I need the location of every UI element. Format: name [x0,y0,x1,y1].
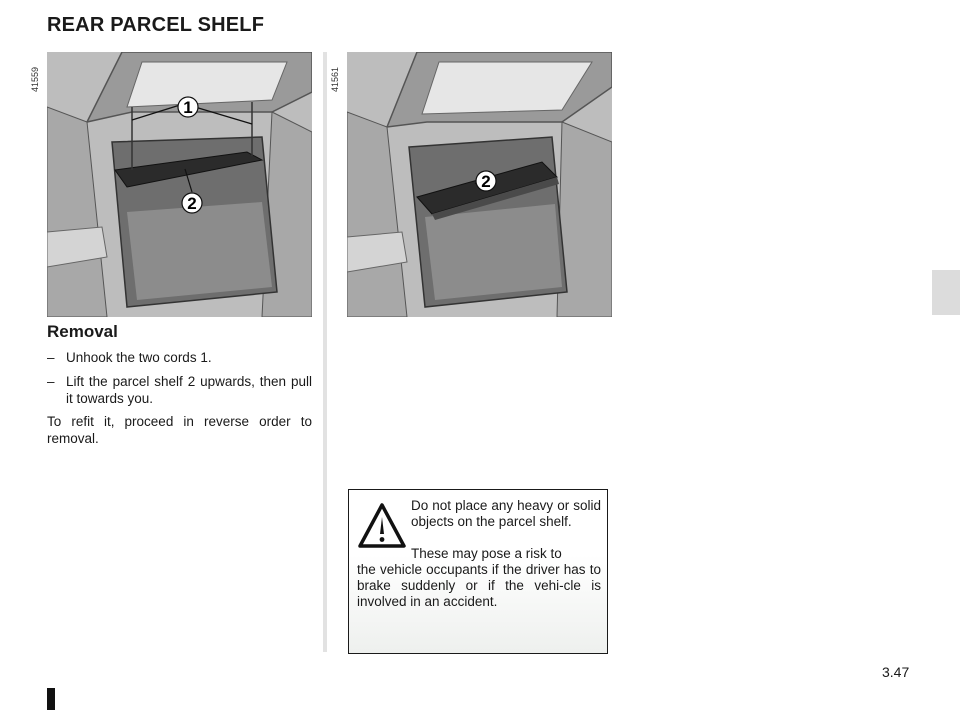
refit-paragraph: To refit it, proceed in reverse order to removal. [47,414,312,446]
callout-label: 2 [187,194,197,213]
figure-reference: 41559 [30,66,40,92]
instruction-step [47,373,312,407]
instruction-step [47,349,312,366]
figure-reference: 41561 [330,66,340,92]
step-text: Unhook the two cords 1. [66,350,212,365]
figure-parcel-shelf-lifted [347,52,612,317]
figure-parcel-shelf-fitted [47,52,312,317]
car-boot-illustration [347,52,612,317]
list-dash: – [47,374,55,389]
warning-text: Do not place any heavy or solid objects on the parcel shelf. [411,498,601,529]
warning-box [348,489,608,654]
corner-marker [47,688,55,710]
section-heading: Removal [47,322,118,341]
page-title: REAR PARCEL SHELF [47,14,265,36]
page-number: 3.47 [882,664,910,680]
section-tab [932,270,960,315]
callout-label: 2 [481,172,491,191]
callout-label: 1 [183,98,193,117]
warning-text: These may pose a risk to [411,546,562,561]
list-dash: – [47,350,55,365]
step-text: Lift the parcel shelf 2 upwards, then pull it towards you. [66,374,312,406]
warning-text: the vehicle occupants if the driver has to brake suddenly or if the vehi-cle is involved in an accident. [357,562,601,609]
car-boot-illustration [47,52,312,317]
warning-triangle-icon [357,502,407,550]
column-divider [323,52,327,652]
